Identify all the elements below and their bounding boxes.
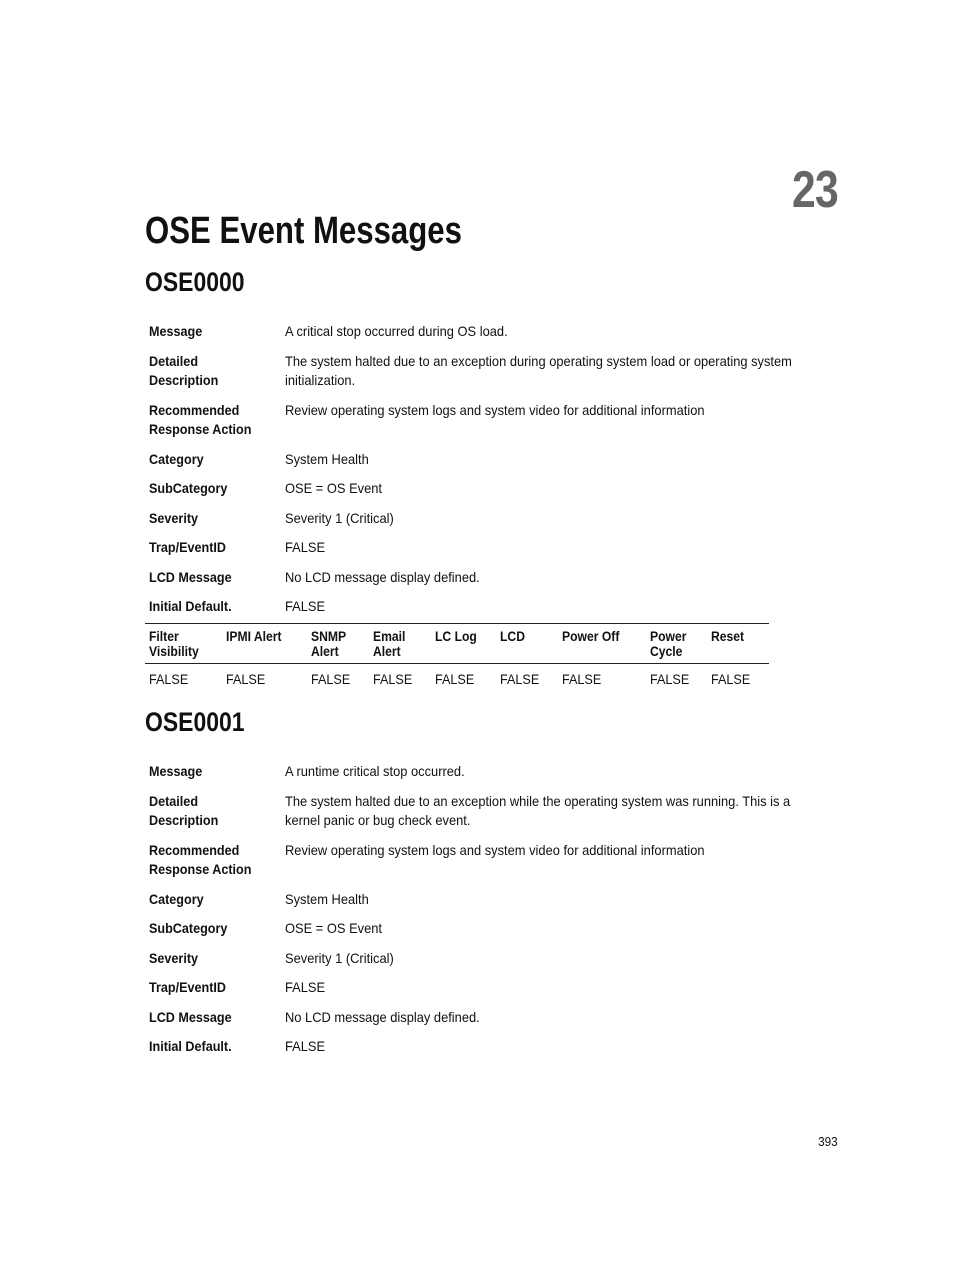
table-cell: FALSE xyxy=(561,671,601,687)
detail-value: Severity 1 (Critical) xyxy=(285,509,394,526)
detail-value: No LCD message display defined. xyxy=(285,568,480,585)
column-header: LC Log xyxy=(431,624,496,664)
detail-row-detailed-description xyxy=(149,792,849,831)
detail-label: Message xyxy=(149,763,203,779)
detail-row-severity xyxy=(149,949,849,969)
detail-label: Recommended Response Action xyxy=(149,841,252,877)
detail-row-initial-default xyxy=(149,1037,849,1057)
detail-row-recommended-action xyxy=(149,401,849,440)
table-cell: FALSE xyxy=(149,671,189,687)
detail-row-message xyxy=(149,762,849,782)
detail-value: Review operating system logs and system video for additional information xyxy=(285,841,705,858)
detail-label: SubCategory xyxy=(149,480,228,496)
detail-label: SubCategory xyxy=(149,920,228,936)
detail-label: Trap/EventID xyxy=(149,979,227,995)
detail-row-trap-eventid xyxy=(149,978,849,998)
detail-row-subcategory xyxy=(149,919,849,939)
detail-row-trap-eventid xyxy=(149,538,849,558)
detail-value: No LCD message display defined. xyxy=(285,1008,480,1025)
page-number: 393 xyxy=(818,1134,838,1149)
detail-value: System Health xyxy=(285,890,369,907)
detail-label: Severity xyxy=(149,949,199,966)
alert-flags-table xyxy=(145,623,769,692)
detail-label: Category xyxy=(149,450,204,467)
table-cell: FALSE xyxy=(434,671,474,687)
column-header: IPMI Alert xyxy=(222,624,307,664)
column-header: LCD xyxy=(496,624,558,664)
detail-value: FALSE xyxy=(285,979,326,995)
detail-value: A critical stop occurred during OS load. xyxy=(285,323,508,339)
table-header-row xyxy=(145,624,769,664)
detail-label: LCD Message xyxy=(149,568,232,585)
detail-value: FALSE xyxy=(285,598,326,614)
detail-label: Detailed Description xyxy=(149,792,219,828)
table-cell: FALSE xyxy=(500,671,540,687)
table-cell: FALSE xyxy=(372,671,413,687)
detail-label: Trap/EventID xyxy=(149,539,227,555)
detail-label: Initial Default. xyxy=(149,598,232,614)
detail-value: OSE = OS Event xyxy=(285,480,383,496)
detail-value: Review operating system logs and system video for additional information xyxy=(285,401,705,418)
column-header: Reset xyxy=(707,624,769,664)
detail-row-severity xyxy=(149,509,849,529)
column-header: Filter Visibility xyxy=(145,624,222,664)
detail-row-recommended-action xyxy=(149,841,849,880)
detail-label: Category xyxy=(149,890,204,907)
column-header: Email Alert xyxy=(369,624,431,664)
detail-value: FALSE xyxy=(285,539,326,555)
detail-value: FALSE xyxy=(285,1038,326,1054)
detail-value: The system halted due to an exception while the operating system was running. This is a kernel panic or bug check event. xyxy=(285,792,791,828)
detail-label: Detailed Description xyxy=(149,352,219,388)
detail-value: System Health xyxy=(285,450,369,467)
table-cell: FALSE xyxy=(311,671,351,687)
table-cell: FALSE xyxy=(649,671,689,687)
chapter-number: 23 xyxy=(792,161,838,219)
detail-value: The system halted due to an exception during operating system load or operating system initialization. xyxy=(285,352,792,388)
detail-row-category xyxy=(149,450,849,470)
column-header: SNMP Alert xyxy=(307,624,369,664)
detail-label: Message xyxy=(149,323,203,339)
detail-row-category xyxy=(149,890,849,910)
detail-row-subcategory xyxy=(149,479,849,499)
detail-label: Initial Default. xyxy=(149,1038,232,1054)
detail-row-detailed-description xyxy=(149,352,849,391)
detail-row-lcd-message xyxy=(149,1008,849,1028)
detail-row-message xyxy=(149,322,849,342)
event-details-ose0000 xyxy=(149,322,849,627)
detail-value: A runtime critical stop occurred. xyxy=(285,763,465,779)
detail-label: LCD Message xyxy=(149,1008,232,1025)
table-row xyxy=(145,664,769,693)
detail-row-initial-default xyxy=(149,597,849,617)
detail-value: OSE = OS Event xyxy=(285,920,383,936)
section-heading-ose0001: OSE0001 xyxy=(145,707,245,737)
column-header: Power Cycle xyxy=(646,624,708,664)
detail-label: Severity xyxy=(149,509,199,526)
table-cell: FALSE xyxy=(225,671,266,687)
detail-label: Recommended Response Action xyxy=(149,401,252,437)
section-heading-ose0000: OSE0000 xyxy=(145,267,245,297)
detail-value: Severity 1 (Critical) xyxy=(285,949,394,966)
table-cell: FALSE xyxy=(711,671,751,687)
page-title: OSE Event Messages xyxy=(145,210,462,252)
detail-row-lcd-message xyxy=(149,568,849,588)
event-details-ose0001 xyxy=(149,762,849,1067)
column-header: Power Off xyxy=(558,624,646,664)
